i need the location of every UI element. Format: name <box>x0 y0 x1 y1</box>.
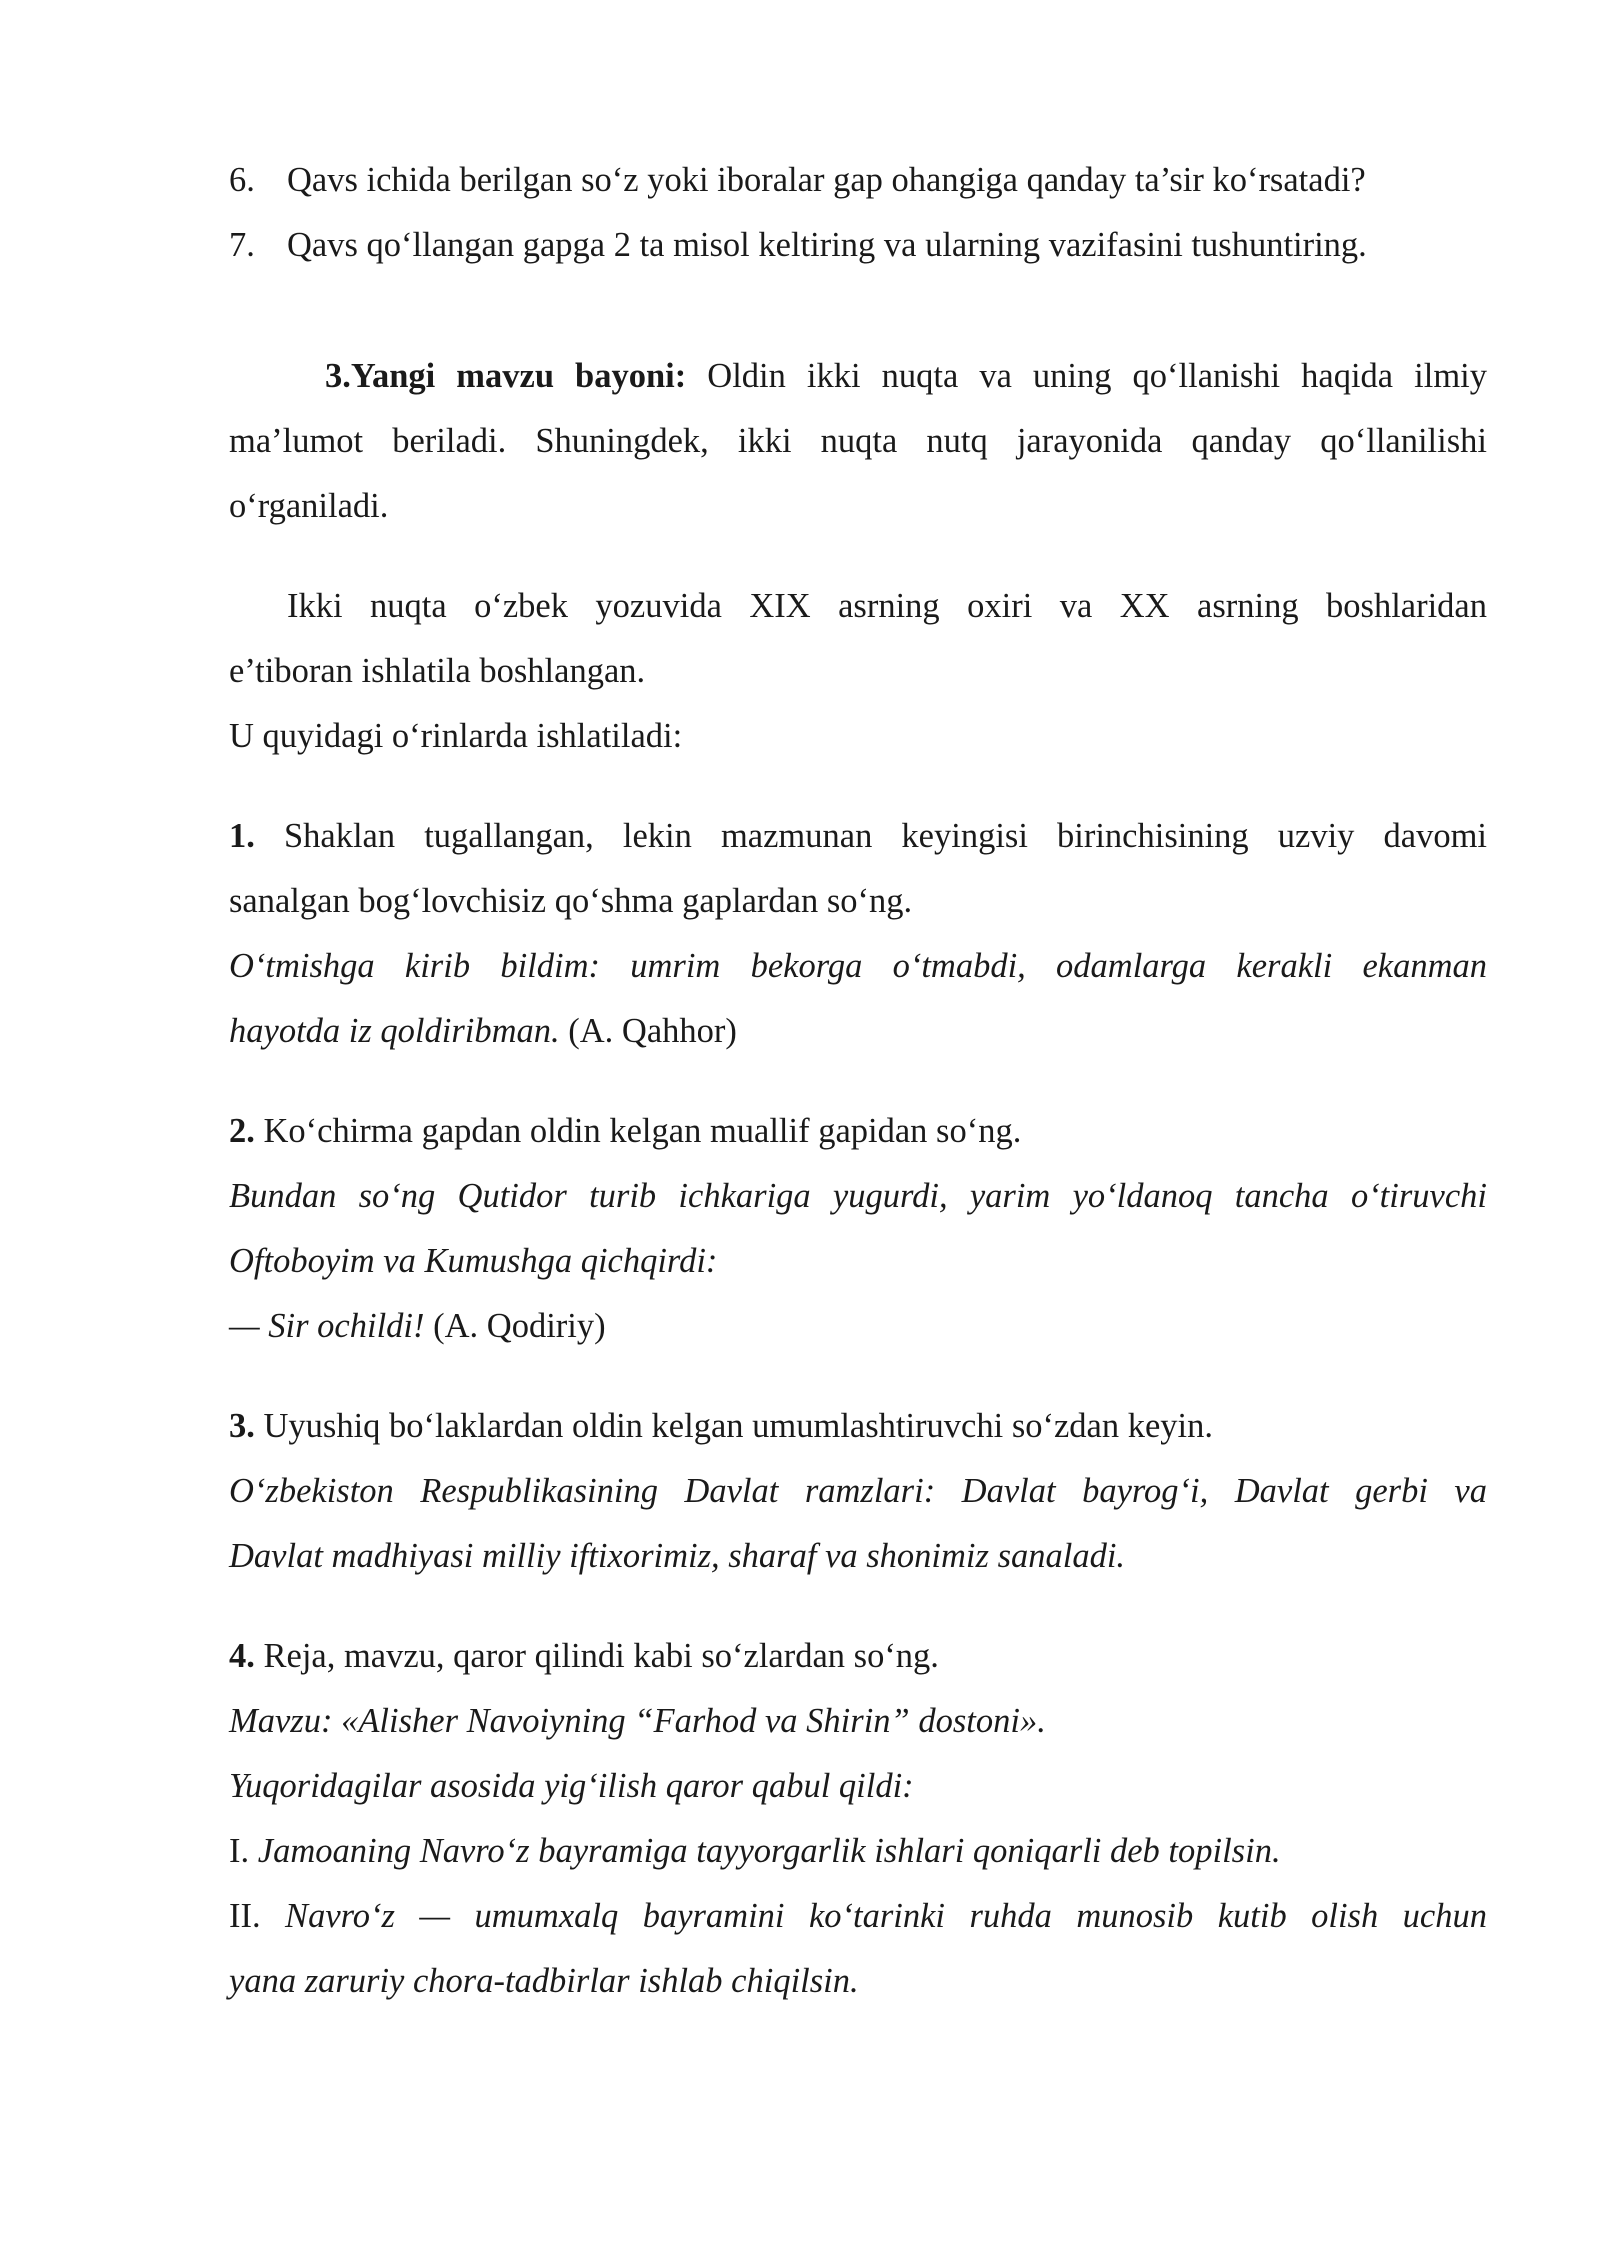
question-item <box>229 148 1487 213</box>
example-line <box>229 1229 1487 1294</box>
rule-number: 1. <box>229 817 255 855</box>
example-text: O‘zbekiston Respublikasining Davlat ramzlari: Davlat bayrog‘i, Davlat gerbi va <box>229 1472 1487 1510</box>
rule-text: Shaklan tugallangan, lekin mazmunan keyingisi birinchisining uzviy davomi <box>254 817 1487 855</box>
sub-item-number: II. <box>229 1897 261 1935</box>
question-text: Qavs qo‘llangan gapga 2 ta misol keltiring va ularning vazifasini tushuntiring. <box>287 226 1367 264</box>
rule-line <box>229 804 1487 869</box>
sub-item-line <box>229 1884 1487 1949</box>
spacer <box>229 769 1487 804</box>
rule-text: Ko‘chirma gapdan oldin kelgan muallif gapidan so‘ng. <box>254 1112 1022 1150</box>
example-text: Mavzu: «Alisher Navoiyning “Farhod va Shirin” dostoni». <box>229 1702 1046 1740</box>
example-line <box>229 1689 1487 1754</box>
history-line: U quyidagi o‘rinlarda ishlatiladi: <box>229 717 683 755</box>
sub-item-text: Navro‘z — umumxalq bayramini ko‘tarinki ruhda munosib kutib olish uchun <box>260 1897 1487 1935</box>
rule-line <box>229 1394 1487 1459</box>
spacer <box>229 539 1487 574</box>
spacer <box>229 278 1487 344</box>
example-text: Yuqoridagilar asosida yig‘ilish qaror qabul qildi: <box>229 1767 914 1805</box>
section-heading: 3.Yangi mavzu bayoni: <box>325 357 687 395</box>
example-text: O‘tmishga kirib bildim: umrim bekorga o‘tmabdi, odamlarga kerakli ekanman <box>229 947 1487 985</box>
example-text: Davlat madhiyasi milliy iftixorimiz, sharaf va shonimiz sanaladi. <box>229 1537 1126 1575</box>
sub-item-line <box>229 1949 1487 2014</box>
sub-item-text: Jamoaning Navro‘z bayramiga tayyorgarlik ishlari qoniqarli deb topilsin. <box>249 1832 1281 1870</box>
sub-item-number: I. <box>229 1832 250 1870</box>
example-text: — Sir ochildi! <box>229 1307 425 1345</box>
spacer <box>229 1589 1487 1624</box>
example-text: Oftoboyim va Kumushga qichqirdi: <box>229 1242 718 1280</box>
section-intro-line: o‘rganiladi. <box>229 487 389 525</box>
sub-item-line <box>229 1819 1487 1884</box>
section-intro-line: ma’lumot beriladi. Shuningdek, ikki nuqta nutq jarayonida qanday qo‘llanilishi <box>229 422 1487 460</box>
question-text: Qavs ichida berilgan so‘z yoki iboralar gap ohangiga qanday ta’sir ko‘rsatadi? <box>287 161 1366 199</box>
sub-item-text: yana zaruriy chora-tadbirlar ishlab chiqilsin. <box>229 1962 859 2000</box>
question-item <box>229 213 1487 278</box>
example-text: hayotda iz qoldiribman. <box>229 1012 560 1050</box>
rule-text: Reja, mavzu, qaror qilindi kabi so‘zlardan so‘ng. <box>254 1637 939 1675</box>
question-number: 7. <box>229 226 255 264</box>
question-number: 6. <box>229 161 255 199</box>
rule-number: 2. <box>229 1112 255 1150</box>
section-intro-text: Oldin ikki nuqta va uning qo‘llanishi haqida ilmiy <box>686 357 1487 395</box>
example-source: (A. Qodiriy) <box>424 1307 606 1345</box>
spacer <box>229 1359 1487 1394</box>
example-line <box>229 934 1487 999</box>
rule-line <box>229 1099 1487 1164</box>
example-line <box>229 1294 1487 1359</box>
rule-number: 3. <box>229 1407 255 1445</box>
rule-text: Uyushiq bo‘laklardan oldin kelgan umumlashtiruvchi so‘zdan keyin. <box>254 1407 1214 1445</box>
example-line <box>229 1459 1487 1524</box>
example-line <box>229 1524 1487 1589</box>
page-content <box>229 148 1487 2014</box>
example-line <box>229 1164 1487 1229</box>
spacer <box>229 1064 1487 1099</box>
history-line: Ikki nuqta o‘zbek yozuvida XIX asrning oxiri va XX asrning boshlaridan <box>287 587 1487 625</box>
rule-line <box>229 1624 1487 1689</box>
section-heading-line <box>229 344 1487 409</box>
example-line <box>229 999 1487 1064</box>
example-text: Bundan so‘ng Qutidor turib ichkariga yugurdi, yarim yo‘ldanoq tancha o‘tiruvchi <box>229 1177 1487 1215</box>
rule-number: 4. <box>229 1637 255 1675</box>
rule-line: sanalgan bog‘lovchisiz qo‘shma gaplardan so‘ng. <box>229 882 913 920</box>
history-line: e’tiboran ishlatila boshlangan. <box>229 652 646 690</box>
example-line <box>229 1754 1487 1819</box>
example-source: (A. Qahhor) <box>559 1012 737 1050</box>
